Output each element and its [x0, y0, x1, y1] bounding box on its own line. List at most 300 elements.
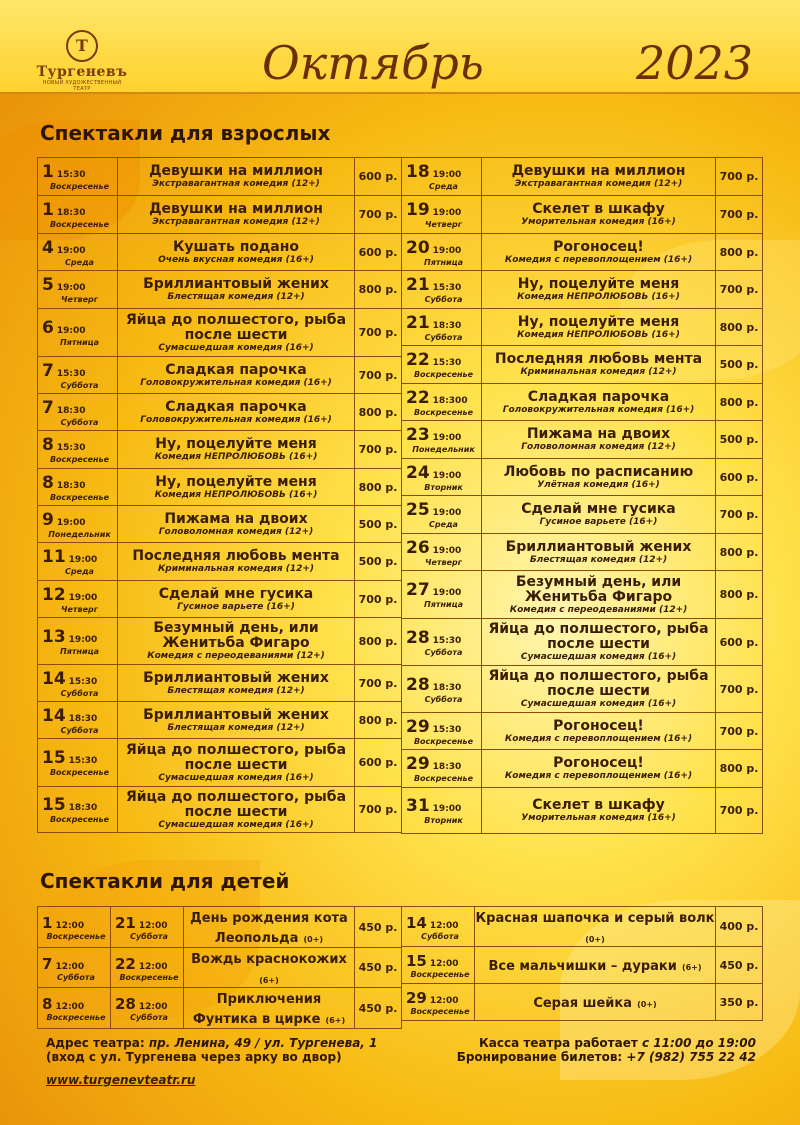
title-cell [118, 618, 355, 665]
show-row [38, 431, 402, 469]
show-genre: Комедия с переодеваниями (12+) [509, 604, 688, 615]
weekday: Пятница [60, 338, 99, 347]
show-genre: Криминальная комедия (12+) [520, 367, 677, 377]
show-time: 19:00 [432, 433, 462, 443]
show-time: 19:00 [68, 592, 98, 603]
show-time: 19:00 [432, 170, 462, 180]
date-cell [402, 459, 482, 496]
title-cell [482, 384, 716, 421]
show-row [402, 571, 763, 619]
weekday: Среда [429, 520, 458, 529]
show-time: 19:00 [56, 326, 86, 336]
show-row [38, 702, 402, 739]
show-row [402, 271, 763, 309]
day-number: 14 [42, 705, 66, 726]
date-cell [38, 271, 118, 309]
kids-row [402, 907, 763, 947]
show-title: Бриллиантовый жених [143, 669, 329, 686]
date-cell [402, 750, 482, 788]
weekday: Понедельник [48, 529, 111, 539]
date-cell [402, 534, 482, 571]
show-genre: Головокружительная комедия (16+) [140, 377, 332, 388]
title-cell [475, 907, 716, 947]
show-row [38, 506, 402, 543]
show-title: Рогоносец! [553, 717, 644, 734]
price-cell: 800 р. [355, 618, 402, 665]
weekday: Суббота [424, 295, 463, 304]
weekday: Воскресенье [49, 492, 110, 502]
price-cell: 700 р. [716, 271, 763, 309]
day-number: 22 [406, 387, 430, 408]
title-cell [118, 431, 355, 469]
price-cell: 700 р. [355, 357, 402, 394]
show-genre: Комедия с перевоплощением (16+) [504, 733, 693, 744]
address-block [46, 1036, 377, 1064]
weekday: Суббота [130, 1013, 168, 1022]
show-time: 15:30 [432, 358, 462, 368]
show-row [402, 666, 763, 713]
day-number: 15 [42, 795, 66, 815]
show-time: 18:300 [432, 395, 468, 406]
show-time: 18:30 [68, 803, 98, 813]
show-time: 18:30 [56, 480, 86, 491]
price-cell: 450 р. [355, 988, 402, 1029]
title-cell [184, 988, 355, 1029]
show-row [402, 750, 763, 788]
show-row [38, 158, 402, 196]
show-row [402, 234, 763, 271]
theatre-logo [34, 30, 130, 92]
show-title: Ну, поцелуйте меня [517, 276, 680, 292]
title-cell [482, 158, 716, 196]
show-title: Девушки на миллион [511, 163, 686, 179]
title-cell [475, 984, 716, 1021]
show-title: Сладкая парочка [527, 388, 670, 405]
price-cell: 800 р. [716, 534, 763, 571]
show-time: 19:00 [432, 508, 462, 518]
show-title: Девушки на миллион [149, 163, 323, 179]
show-title: Рогоносец! [553, 755, 644, 771]
date-cell [402, 346, 482, 384]
show-title: Безумный день, или Женитьба Фигаро [153, 620, 319, 651]
date-cell [38, 988, 111, 1029]
show-row [38, 787, 402, 833]
day-number: 28 [115, 995, 136, 1013]
hours-label: Касса театра работает [478, 1036, 638, 1050]
price-cell: 700 р. [355, 665, 402, 702]
show-row [38, 271, 402, 309]
show-time: 19:00 [56, 245, 86, 256]
show-row [402, 496, 763, 534]
show-genre: Блестящая комедия (12+) [167, 722, 305, 733]
title-cell [118, 543, 355, 581]
weekday: Воскресенье [413, 774, 474, 783]
show-time: 12:00 [429, 959, 459, 969]
show-genre: Комедия НЕПРОЛЮБОВЬ (16+) [517, 292, 680, 302]
show-genre: (0+) [637, 1000, 657, 1009]
show-time: 12:00 [138, 961, 168, 972]
header [0, 0, 800, 94]
day-number: 28 [406, 627, 430, 648]
show-genre: Головоломная комедия (12+) [158, 526, 314, 537]
kids-row [38, 988, 402, 1029]
title-cell [482, 234, 716, 271]
show-genre: Гусиное варьете (16+) [539, 517, 658, 527]
date-cell [38, 581, 118, 618]
show-genre: Блестящая комедия (12+) [167, 292, 305, 302]
show-genre: Сумасшедшая комедия (16+) [158, 819, 314, 830]
price-cell: 700 р. [716, 158, 763, 196]
show-time: 19:00 [432, 208, 462, 218]
title-cell [118, 469, 355, 506]
title-cell [482, 196, 716, 234]
show-title: Последняя любовь мента [132, 548, 340, 564]
show-genre: Комедия с перевоплощением (16+) [504, 771, 693, 781]
show-time: 12:00 [55, 961, 85, 972]
weekday: Воскресенье [119, 972, 179, 982]
show-row [402, 713, 763, 750]
title-cell [118, 196, 355, 234]
day-number: 28 [406, 674, 430, 695]
show-genre: Уморительная комедия (16+) [521, 813, 676, 823]
kids-row [38, 948, 402, 988]
show-title: Сделай мне гусика [521, 501, 676, 517]
show-title: Скелет в шкафу [532, 201, 665, 217]
show-genre: Сумасшедшая комедия (16+) [520, 699, 677, 709]
show-time: 12:00 [429, 996, 459, 1006]
price-cell: 450 р. [355, 948, 402, 988]
price-cell: 600 р. [355, 234, 402, 271]
day-number: 27 [406, 580, 430, 600]
title-cell [482, 346, 716, 384]
weekday: Суббота [130, 932, 168, 941]
weekday: Воскресенье [49, 768, 110, 777]
show-title: Яйца до полшестого, рыба после шести [125, 741, 347, 773]
date-cell [111, 988, 184, 1029]
weekday: Суббота [424, 647, 463, 657]
weekday: Суббота [424, 332, 463, 342]
price-cell: 700 р. [355, 431, 402, 469]
booking-label: Бронирование билетов: [456, 1050, 623, 1064]
price-cell: 700 р. [355, 196, 402, 234]
logo-name: Тургеневъ [36, 64, 128, 80]
show-time: 19:00 [56, 517, 86, 528]
show-genre: Улётная комедия (16+) [537, 479, 660, 490]
price-cell: 700 р. [355, 787, 402, 833]
show-row [38, 234, 402, 271]
day-number: 6 [42, 318, 54, 338]
weekday: Среда [65, 257, 94, 267]
kids-row [402, 984, 763, 1021]
date-cell [111, 907, 184, 948]
title-cell [482, 666, 716, 713]
show-row [402, 534, 763, 571]
title-cell [118, 506, 355, 543]
show-genre: (6+) [325, 1016, 346, 1025]
date-cell [38, 309, 118, 357]
show-time: 15:30 [56, 443, 86, 453]
title-cell [482, 309, 716, 346]
show-genre: Гусиное варьете (16+) [177, 601, 295, 612]
adult-section-title: Спектакли для взрослых [40, 121, 331, 145]
show-genre: Сумасшедшая комедия (16+) [520, 652, 677, 662]
show-time: 12:00 [138, 921, 168, 931]
day-number: 20 [406, 237, 430, 258]
show-row [38, 543, 402, 581]
show-time: 19:00 [432, 470, 462, 481]
show-row [38, 618, 402, 665]
weekday: Вторник [424, 482, 463, 492]
day-number: 21 [406, 275, 430, 295]
kids-schedule-left [37, 906, 402, 1029]
weekday: Суббота [60, 725, 99, 735]
title-cell [118, 271, 355, 309]
show-row [402, 788, 763, 834]
title-cell [118, 702, 355, 739]
kids-section-title: Спектакли для детей [40, 869, 290, 893]
show-title: Бриллиантовый жених [505, 538, 692, 555]
hours-value: с 11:00 до 19:00 [642, 1036, 756, 1050]
price-cell: 700 р. [716, 788, 763, 834]
day-number: 18 [406, 162, 430, 182]
day-number: 1 [42, 200, 54, 220]
weekday: Четверг [61, 295, 98, 304]
show-row [402, 384, 763, 421]
box-office-block [448, 1036, 756, 1064]
show-title: Яйца до полшестого, рыба после шести [125, 311, 347, 343]
show-time: 18:30 [68, 713, 98, 724]
day-number: 29 [406, 754, 430, 774]
title-cell [482, 619, 716, 666]
weekday: Среда [429, 182, 458, 191]
show-genre: Головокружительная комедия (16+) [502, 404, 695, 415]
weekday: Суббота [60, 688, 99, 698]
day-number: 9 [42, 509, 54, 530]
weekday: Пятница [424, 600, 463, 609]
show-row [38, 309, 402, 357]
day-number: 22 [115, 954, 136, 973]
price-cell: 800 р. [716, 309, 763, 346]
show-genre: Сумасшедшая комедия (16+) [158, 772, 314, 783]
show-time: 19:00 [432, 588, 462, 598]
weekday: Четверг [425, 220, 462, 229]
show-row [38, 581, 402, 618]
adult-schedule-right [401, 157, 763, 834]
show-genre: Комедия НЕПРОЛЮБОВЬ (16+) [517, 329, 680, 340]
show-genre: (6+) [681, 963, 702, 972]
show-time: 15:30 [432, 635, 462, 646]
weekday: Пятница [60, 646, 99, 656]
price-cell: 400 р. [716, 907, 763, 947]
day-number: 31 [406, 796, 430, 816]
weekday: Суббота [57, 972, 95, 982]
show-time: 18:30 [432, 762, 462, 772]
show-title: Скелет в шкафу [532, 797, 665, 813]
weekday: Воскресенье [413, 736, 474, 746]
show-genre: Блестящая комедия (12+) [529, 554, 668, 565]
date-cell [402, 984, 475, 1021]
show-row [38, 739, 402, 787]
day-number: 21 [115, 914, 136, 932]
price-cell: 800 р. [716, 384, 763, 421]
show-row [402, 346, 763, 384]
month-title: Октябрь [262, 36, 484, 90]
price-cell: 700 р. [355, 581, 402, 618]
show-time: 19:00 [68, 555, 98, 565]
day-number: 8 [42, 435, 54, 455]
date-cell [402, 309, 482, 346]
show-time: 12:00 [429, 920, 459, 931]
weekday: Воскресенье [46, 1013, 106, 1022]
date-cell [38, 469, 118, 506]
weekday: Четверг [61, 604, 98, 614]
day-number: 25 [406, 500, 430, 520]
day-number: 26 [406, 537, 430, 558]
weekday: Пятница [424, 257, 463, 267]
show-row [402, 309, 763, 346]
show-time: 15:30 [56, 170, 86, 180]
price-cell: 600 р. [716, 619, 763, 666]
show-title: Сделай мне гусика [158, 585, 314, 602]
date-cell [38, 907, 111, 948]
day-number: 7 [42, 360, 54, 381]
date-cell [38, 665, 118, 702]
date-cell [38, 357, 118, 394]
date-cell [38, 618, 118, 665]
title-cell [482, 271, 716, 309]
title-cell [118, 739, 355, 787]
date-cell [402, 496, 482, 534]
title-cell [118, 787, 355, 833]
date-cell [38, 702, 118, 739]
price-cell: 600 р. [355, 158, 402, 196]
date-cell [38, 234, 118, 271]
address-value: пр. Ленина, 49 / ул. Тургенева, 1 [148, 1036, 378, 1050]
show-row [38, 469, 402, 506]
logo-mark: Т [66, 30, 98, 62]
price-cell: 600 р. [355, 739, 402, 787]
show-time: 19:00 [432, 804, 462, 814]
show-row [38, 196, 402, 234]
show-title: Кушать подано [172, 238, 300, 255]
show-genre: Головокружительная комедия (16+) [140, 414, 332, 425]
show-title: Ну, поцелуйте меня [155, 473, 317, 490]
title-cell [118, 234, 355, 271]
weekday: Понедельник [412, 445, 475, 454]
show-title: Приключения Фунтика в цирке [192, 992, 322, 1027]
show-time: 12:00 [138, 1002, 168, 1012]
show-time: 15:30 [432, 283, 462, 293]
show-genre: Сумасшедшая комедия (16+) [158, 342, 314, 353]
date-cell [402, 158, 482, 196]
day-number: 15 [42, 748, 66, 768]
day-number: 19 [406, 200, 430, 220]
show-time: 15:30 [432, 724, 462, 735]
date-cell [402, 907, 475, 947]
date-cell [402, 619, 482, 666]
show-title: Яйца до полшестого, рыба после шести [125, 788, 347, 820]
title-cell [118, 665, 355, 702]
weekday: Воскресенье [46, 932, 106, 941]
day-number: 29 [406, 989, 427, 1007]
show-title: Последняя любовь мента [494, 351, 703, 367]
show-genre: Комедия НЕПРОЛЮБОВЬ (16+) [154, 452, 318, 462]
adult-schedule-left [37, 157, 402, 833]
price-cell: 800 р. [716, 750, 763, 788]
price-cell: 500 р. [355, 506, 402, 543]
weekday: Воскресенье [410, 1007, 470, 1016]
show-time: 18:30 [432, 320, 462, 331]
date-cell [402, 571, 482, 619]
show-title: Сладкая парочка [165, 361, 307, 378]
date-cell [402, 271, 482, 309]
show-genre: Головоломная комедия (12+) [521, 442, 676, 452]
show-title: Бриллиантовый жених [143, 706, 329, 723]
price-cell: 700 р. [716, 196, 763, 234]
title-cell [482, 421, 716, 459]
price-cell: 800 р. [355, 394, 402, 431]
price-cell: 800 р. [716, 234, 763, 271]
date-cell [38, 739, 118, 787]
date-cell [402, 947, 475, 984]
day-number: 7 [42, 397, 54, 418]
logo-subtitle: НОВЫЙ ХУДОЖЕСТВЕННЫЙ ТЕАТР [42, 80, 122, 92]
show-time: 12:00 [55, 1002, 85, 1012]
weekday: Суббота [60, 380, 99, 390]
price-cell: 700 р. [716, 713, 763, 750]
date-cell [38, 196, 118, 234]
show-title: Девушки на миллион [149, 201, 323, 217]
show-title: Все мальчишки – дураки [488, 959, 677, 974]
price-cell: 450 р. [716, 947, 763, 984]
show-title: Красная шапочка и серый волк [475, 911, 715, 926]
show-title: День рождения кота Леопольда [190, 911, 348, 946]
price-cell: 350 р. [716, 984, 763, 1021]
day-number: 5 [42, 275, 54, 295]
price-cell: 600 р. [716, 459, 763, 496]
show-title: Вождь краснокожих [191, 952, 347, 967]
day-number: 14 [406, 913, 427, 932]
show-title: Безумный день, или Женитьба Фигаро [515, 573, 682, 605]
price-cell: 700 р. [355, 309, 402, 357]
show-genre: Комедия НЕПРОЛЮБОВЬ (16+) [154, 489, 318, 500]
date-cell [111, 948, 184, 988]
day-number: 29 [406, 716, 430, 737]
address-label: Адрес театра: [46, 1036, 145, 1050]
price-cell: 700 р. [716, 496, 763, 534]
date-cell [38, 506, 118, 543]
price-cell: 450 р. [355, 907, 402, 948]
title-cell [118, 309, 355, 357]
title-cell [118, 357, 355, 394]
price-cell: 800 р. [355, 469, 402, 506]
show-time: 19:00 [432, 245, 462, 256]
show-title: Пижама на двоих [526, 426, 671, 442]
price-cell: 700 р. [716, 666, 763, 713]
website-link[interactable]: www.turgenevteatr.ru [46, 1073, 196, 1087]
show-time: 12:00 [55, 921, 85, 931]
day-number: 4 [42, 237, 54, 258]
show-title: Любовь по расписанию [503, 463, 694, 480]
address-note: (вход с ул. Тургенева через арку во двор) [46, 1050, 342, 1064]
show-time: 19:00 [56, 283, 86, 293]
show-genre: Блестящая комедия (12+) [167, 685, 305, 696]
show-title: Ну, поцелуйте меня [155, 436, 317, 452]
show-time: 19:00 [432, 545, 462, 556]
show-genre: Очень вкусная комедия (16+) [158, 254, 314, 265]
title-cell [118, 158, 355, 196]
date-cell [402, 421, 482, 459]
